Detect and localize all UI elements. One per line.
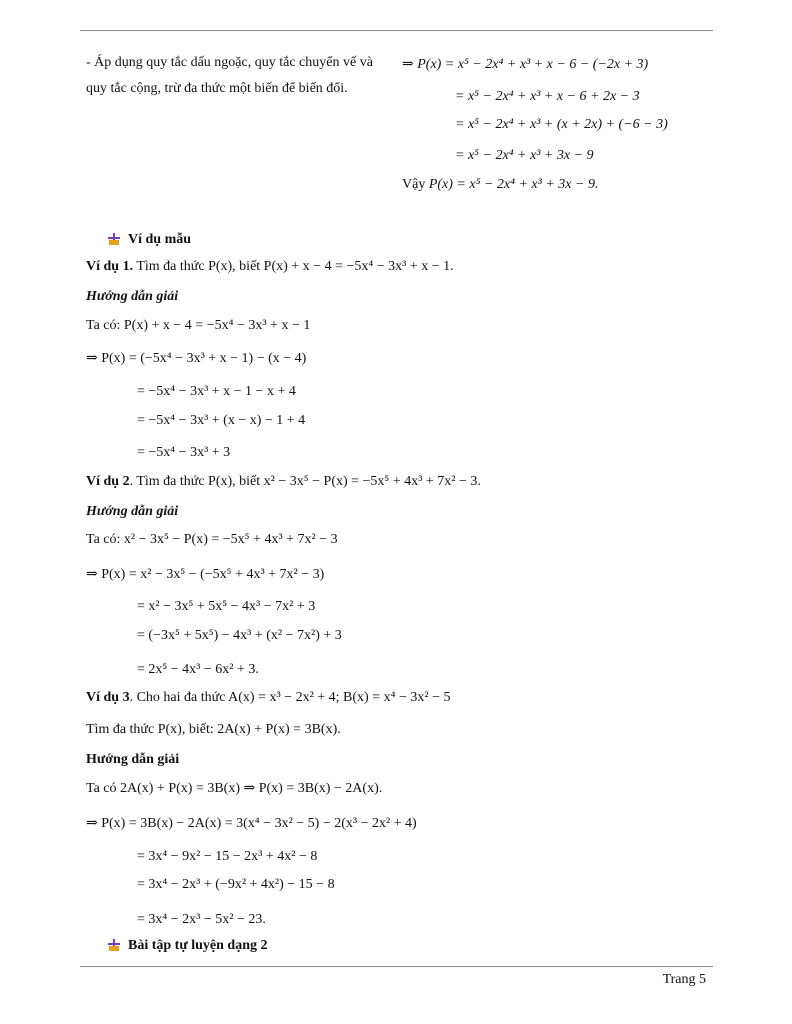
intro-step-1: ⇒ P(x) = x⁵ − 2x⁴ + x³ + x − 6 − (−2x + 3) (402, 57, 649, 72)
exercise-bullet-icon (108, 939, 120, 951)
ex2-line-5: = 2x⁵ − 4x³ − 6x² + 3. (137, 662, 259, 677)
ex2-line-3: = x² − 3x⁵ + 5x⁵ − 4x³ − 7x² + 3 (137, 599, 316, 614)
intro-step-2: = x⁵ − 2x⁴ + x³ + x − 6 + 2x − 3 (455, 89, 640, 104)
ex3-line-5: = 3x⁴ − 2x³ − 5x² − 23. (137, 912, 266, 927)
ex3-problem (86, 689, 450, 707)
ex1-line-4: = −5x⁴ − 3x³ + (x − x) − 1 + 4 (137, 413, 306, 428)
ex3-line-3: = 3x⁴ − 9x² − 15 − 2x³ + 4x² − 8 (137, 849, 318, 864)
ex3-line-1: Ta có 2A(x) + P(x) = 3B(x) ⇒ P(x) = 3B(x) − 2A(x). (86, 781, 383, 796)
ex1-label: Ví dụ 1. (86, 259, 134, 274)
ex2-label: Ví dụ 2 (86, 474, 130, 489)
ex3-problem-2: Tìm đa thức P(x), biết: 2A(x) + P(x) = 3B(x). (86, 722, 341, 737)
page-number: Trang 5 (662, 972, 706, 987)
conclusion-prefix: Vậy (402, 177, 426, 192)
section-title: Ví dụ mẫu (128, 232, 192, 247)
intro-rule-text-1: - Áp dụng quy tắc dấu ngoặc, quy tắc chuyển vế và (86, 55, 373, 70)
ex2-line-4: = (−3x⁵ + 5x⁵) − 4x³ + (x² − 7x²) + 3 (137, 628, 342, 643)
top-rule (80, 30, 713, 31)
intro-step-3: = x⁵ − 2x⁴ + x³ + (x + 2x) + (−6 − 3) (455, 117, 668, 132)
ex3-label: Ví dụ 3 (86, 690, 130, 705)
ex3-line-2: ⇒ P(x) = 3B(x) − 2A(x) = 3(x⁴ − 3x² − 5) − 2(x³ − 2x² + 4) (86, 816, 417, 831)
exercise-title: Bài tập tự luyện dạng 2 (128, 938, 268, 953)
ex3-line-4: = 3x⁴ − 2x³ + (−9x² + 4x²) − 15 − 8 (137, 877, 335, 892)
ex1-guide: Hướng dẫn giải (86, 289, 179, 304)
ex2-line-2: ⇒ P(x) = x² − 3x⁵ − (−5x⁵ + 4x³ + 7x² − 3) (86, 567, 325, 582)
ex2-text: . Tìm đa thức P(x), biết x² − 3x⁵ − P(x) = −5x⁵ + 4x³ + 7x² − 3. (129, 474, 481, 489)
intro-step-4: = x⁵ − 2x⁴ + x³ + 3x − 9 (455, 148, 594, 163)
ex1-line-1: Ta có: P(x) + x − 4 = −5x⁴ − 3x³ + x − 1 (86, 318, 311, 333)
intro-conclusion (402, 176, 598, 194)
ex1-text: Tìm đa thức P(x), biết P(x) + x − 4 = −5x⁴ − 3x³ + x − 1. (136, 259, 454, 274)
ex1-line-3: = −5x⁴ − 3x³ + x − 1 − x + 4 (137, 384, 296, 399)
ex2-guide: Hướng dẫn giải (86, 504, 179, 519)
bottom-rule (80, 966, 713, 967)
section-bullet-icon (108, 233, 120, 245)
conclusion-formula: P(x) = x⁵ − 2x⁴ + x³ + 3x − 9. (428, 177, 599, 192)
ex1-line-5: = −5x⁴ − 3x³ + 3 (137, 445, 231, 460)
ex2-problem (86, 473, 481, 491)
ex3-text: . Cho hai đa thức A(x) = x³ − 2x² + 4; B(x) = x⁴ − 3x² − 5 (129, 690, 451, 705)
ex3-guide: Hướng dẫn giải (86, 752, 180, 767)
ex2-line-1: Ta có: x² − 3x⁵ − P(x) = −5x⁵ + 4x³ + 7x² − 3 (86, 532, 338, 547)
ex1-line-2: ⇒ P(x) = (−5x⁴ − 3x³ + x − 1) − (x − 4) (86, 351, 307, 366)
ex1-problem (86, 258, 454, 276)
intro-rule-text-2: quy tắc cộng, trừ đa thức một biến để biến đổi. (86, 81, 348, 96)
